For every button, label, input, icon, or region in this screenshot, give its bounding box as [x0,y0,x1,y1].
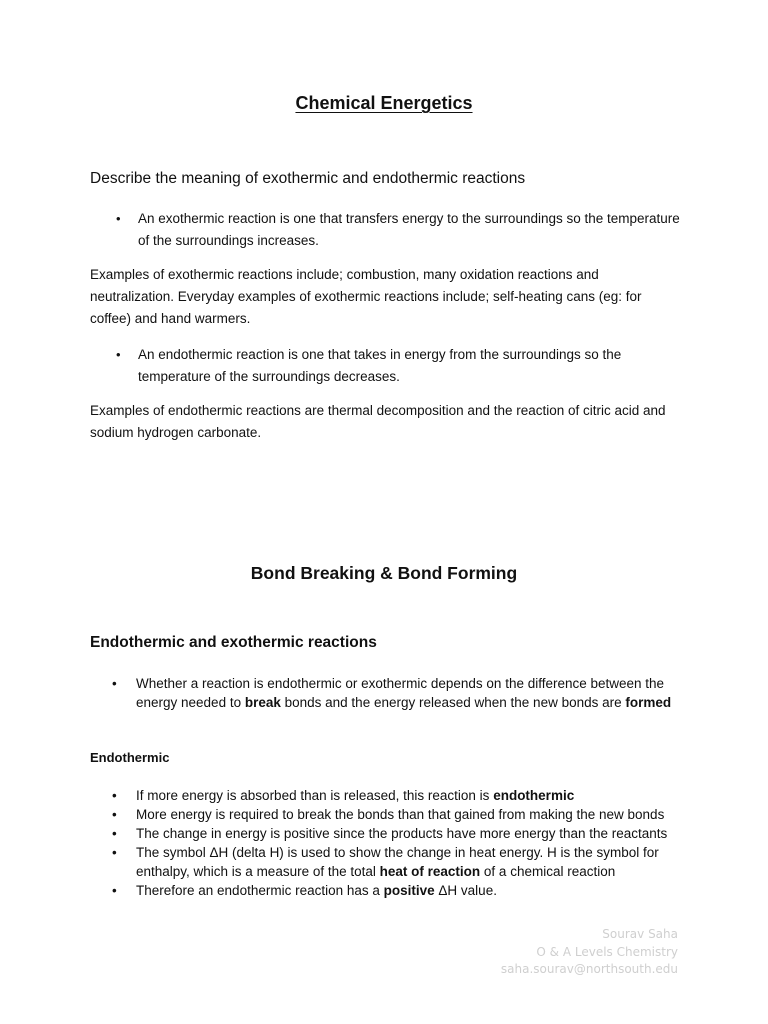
endothermic-definition-bullet [90,344,680,388]
question-text: Describe the meaning of exothermic and endothermic reactions [90,170,526,187]
bullet-dot: • [112,788,117,803]
watermark-name: Sourav Saha [602,927,678,941]
bullet-dot: • [112,807,117,822]
endothermic-heading: Endothermic [90,750,170,765]
bullet-dot: • [116,211,121,226]
watermark-email: saha.sourav@northsouth.edu [500,962,678,976]
exothermic-definition-bullet [90,208,680,252]
list-item-text: If more energy is absorbed than is released, this reaction is [136,788,494,803]
list-item [90,674,690,712]
bullet-dot: • [112,883,117,898]
exothermic-examples-paragraph: Examples of exothermic reactions include; combustion, many oxidation reactions and neutralization. Everyday examples of exothermic reactions include; self-heating cans (eg: for coffee) and hand warmers. [90,267,642,326]
author-watermark [501,926,678,979]
page-title: Chemical Energetics [295,93,473,113]
list-item [90,786,690,805]
list-item [90,824,690,843]
endothermic-examples-paragraph: Examples of endothermic reactions are thermal decomposition and the reaction of citric acid and sodium hydrogen carbonate. [90,403,666,440]
bold-term: endothermic [493,788,575,803]
list-item-text: More energy is required to break the bonds than that gained from making the new bonds [136,807,665,822]
bold-term: positive [383,883,435,898]
bullet-dot: • [116,347,121,362]
list-item-text: Therefore an endothermic reaction has a [136,883,384,898]
list-item [90,881,690,900]
exothermic-definition-text: An exothermic reaction is one that transfers energy to the surroundings so the temperature of the surroundings increases. [138,211,680,248]
watermark-course: O & A Levels Chemistry [536,944,678,959]
list-item-text: Whether a reaction is endothermic or exothermic depends on the difference between the energy needed to [136,676,665,710]
subsection-title: Endothermic and exothermic reactions [90,634,377,651]
list-item-text: The symbol ΔH (delta H) is used to show the change in heat energy. H is the symbol for enthalpy, which is a measure of the total [136,845,659,879]
list-item-text: The change in energy is positive since the products have more energy than the reactants [136,826,668,841]
endothermic-list [90,786,690,900]
bullet-dot: • [112,845,117,860]
endothermic-definition-text: An endothermic reaction is one that takes in energy from the surroundings so the temperature of the surroundings decreases. [138,347,622,384]
list-item-text: ΔH value. [434,883,497,898]
list-item-text: of a chemical reaction [480,864,616,879]
list-item [90,843,690,881]
list-item-text: bonds and the energy released when the new bonds are [280,695,626,710]
bond-energy-list [90,674,690,712]
section-title: Bond Breaking & Bond Forming [250,563,518,583]
bullet-dot: • [112,826,117,841]
bold-term-formed: formed [625,695,672,710]
bold-term: heat of reaction [379,864,481,879]
bold-term-break: break [244,695,281,710]
bullet-dot: • [112,676,117,691]
list-item [90,805,690,824]
